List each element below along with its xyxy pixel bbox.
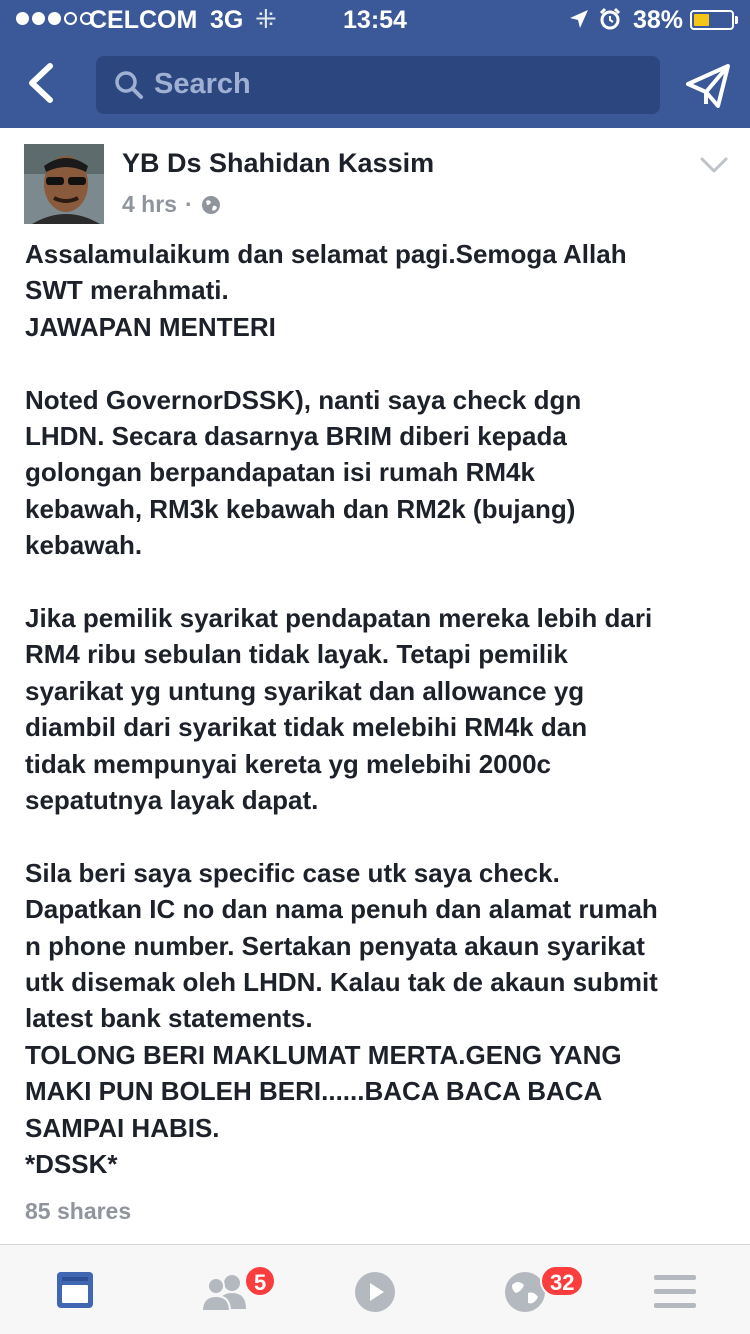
post-text-line: kebawah, RM3k kebawah dan RM2k (bujang) — [25, 493, 576, 524]
meta-separator: · — [184, 191, 193, 217]
network-type: 3G — [210, 6, 244, 34]
tab-news-feed[interactable] — [0, 1245, 150, 1334]
battery-icon — [690, 10, 734, 30]
alarm-clock-icon — [598, 7, 622, 31]
tab-friend-requests[interactable] — [150, 1245, 300, 1334]
post-text-line: SAMPAI HABIS. — [25, 1112, 220, 1143]
post-text-line: kebawah. — [25, 530, 143, 561]
author-name[interactable]: YB Ds Shahidan Kassim — [122, 148, 435, 178]
back-button[interactable] — [18, 58, 68, 108]
tab-notifications[interactable] — [450, 1245, 600, 1334]
post-text-line: JAWAPAN MENTERI — [25, 311, 276, 342]
share-count[interactable]: 85 shares — [25, 1198, 132, 1224]
status-bar — [0, 0, 750, 40]
post-meta — [122, 191, 221, 218]
status-time: 13:54 — [343, 6, 407, 34]
post-text-line: Jika pemilik syarikat pendapatan mereka lebih dari — [25, 603, 653, 634]
post-text — [25, 236, 725, 1183]
post-text-line: *DSSK* — [25, 1149, 118, 1180]
activity-spinner-icon: ⁜ — [255, 4, 277, 34]
post-text-line: syarikat yg untung syarikat dan allowance yg — [25, 675, 585, 706]
carrier-name: CELCOM — [89, 6, 198, 34]
tab-video[interactable] — [300, 1245, 450, 1334]
post-text-line: sepatutnya layak dapat. — [25, 785, 319, 816]
post-text-line: Noted GovernorDSSK), nanti saya check dgn — [25, 384, 582, 415]
friend-requests-badge: 5 — [244, 1265, 276, 1297]
post-text-line: golongan berpandapatan isi rumah RM4k — [25, 457, 535, 488]
play-icon — [354, 1271, 396, 1313]
post-text-line: n phone number. Sertakan penyata akaun syarikat — [25, 930, 645, 961]
notifications-badge: 32 — [540, 1265, 584, 1297]
top-header — [0, 0, 750, 128]
post-text-line: Assalamulaikum dan selamat pagi.Semoga Allah — [25, 239, 627, 269]
menu-icon — [654, 1275, 696, 1309]
public-globe-icon — [201, 195, 221, 215]
friends-icon — [200, 1273, 248, 1311]
post-text-line: SWT merahmati. — [25, 275, 229, 306]
post-time[interactable]: 4 hrs — [122, 191, 177, 217]
location-arrow-icon — [568, 8, 590, 30]
post-options-chevron-down-icon[interactable] — [700, 156, 728, 174]
post-text-line: LHDN. Secara dasarnya BRIM diberi kepada — [25, 421, 567, 452]
search-placeholder: Search — [154, 68, 251, 100]
battery-percentage: 38% — [633, 6, 684, 34]
post-text-blank-line — [25, 818, 725, 854]
avatar[interactable] — [24, 144, 104, 224]
post-text-line: TOLONG BERI MAKLUMAT MERTA.GENG YANG — [25, 1039, 622, 1070]
post-text-line: tidak mempunyai kereta yg melebihi 2000c — [25, 748, 552, 779]
post-text-line: RM4 ribu sebulan tidak layak. Tetapi pemilik — [25, 639, 568, 670]
post-text-line: MAKI PUN BOLEH BERI......BACA BACA BACA — [25, 1076, 603, 1107]
post-text-line: utk disemak oleh LHDN. Kalau tak de akaun submit — [25, 967, 658, 998]
post-text-line: Sila beri saya specific case utk saya check. — [25, 857, 560, 888]
news-feed-icon — [56, 1271, 94, 1309]
bottom-tab-bar — [0, 1244, 750, 1334]
tab-more[interactable] — [600, 1245, 750, 1334]
messenger-send-button[interactable] — [684, 62, 732, 110]
post-text-line: Dapatkan IC no dan nama penuh dan alamat rumah — [25, 894, 658, 925]
search-input[interactable] — [96, 56, 660, 114]
post-text-blank-line — [25, 345, 725, 381]
post-text-line: diambil dari syarikat tidak melebihi RM4k dan — [25, 712, 588, 743]
post-text-blank-line — [25, 564, 725, 600]
search-icon — [114, 70, 144, 100]
post-text-line: latest bank statements. — [25, 1003, 313, 1034]
